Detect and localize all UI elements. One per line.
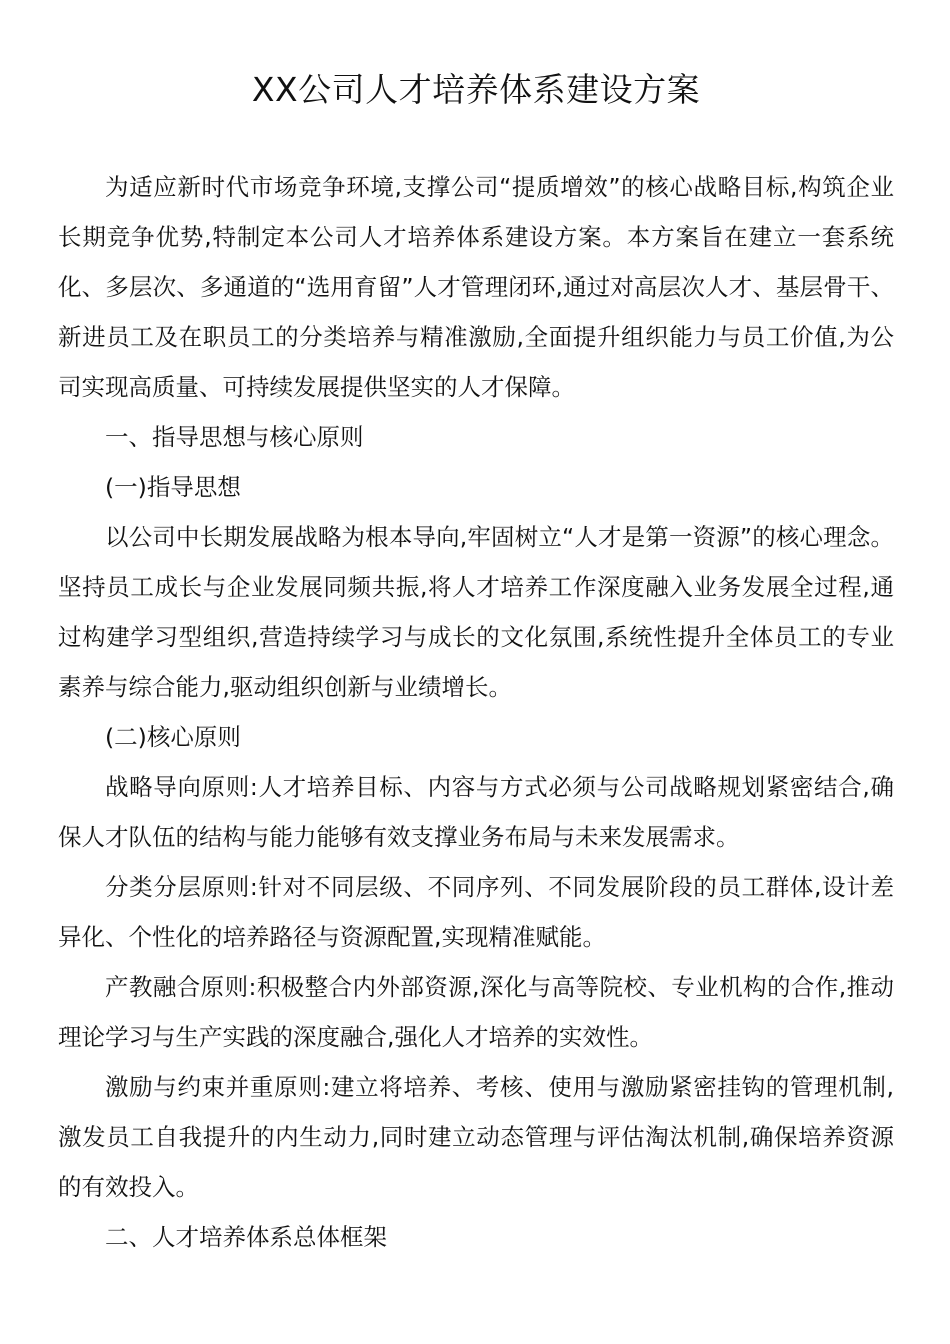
intro-paragraph: 为适应新时代市场竞争环境,支撑公司“提质增效”的核心战略目标,构筑企业长期竞争优势,特制定本公司人才培养体系建设方案。本方案旨在建立一套系统化、多层次、多通道的“选用育留”人才管理闭环,通过对高层次人才、基层骨干、新进员工及在职员工的分类培养与精准激励,全面提升组织能力与员工价值,为公司实现高质量、可持续发展提供坚实的人才保障。 bbox=[58, 173, 894, 401]
section-heading-1: 一、指导思想与核心原则 bbox=[105, 423, 364, 451]
subsection-heading-2: (二)核心原则 bbox=[105, 723, 241, 751]
principle-strategy: 战略导向原则:人才培养目标、内容与方式必须与公司战略规划紧密结合,确保人才队伍的结构与能力能够有效支撑业务布局与未来发展需求。 bbox=[58, 773, 894, 851]
guiding-thought-paragraph: 以公司中长期发展战略为根本导向,牢固树立“人才是第一资源”的核心理念。坚持员工成长与企业发展同频共振,将人才培养工作深度融入业务发展全过程,通过构建学习型组织,营造持续学习与成长的文化氛围,系统性提升全体员工的专业素养与综合能力,驱动组织创新与业绩增长。 bbox=[58, 523, 894, 701]
section-heading-2: 二、人才培养体系总体框架 bbox=[105, 1223, 387, 1251]
document-title: XX公司人才培养体系建设方案 bbox=[251, 70, 701, 109]
subsection-heading-1: (一)指导思想 bbox=[105, 473, 241, 501]
principle-incentive: 激励与约束并重原则:建立将培养、考核、使用与激励紧密挂钩的管理机制,激发员工自我提升的内生动力,同时建立动态管理与评估淘汰机制,确保培养资源的有效投入。 bbox=[58, 1073, 894, 1201]
principle-integration: 产教融合原则:积极整合内外部资源,深化与高等院校、专业机构的合作,推动理论学习与生产实践的深度融合,强化人才培养的实效性。 bbox=[58, 973, 894, 1051]
principle-classification: 分类分层原则:针对不同层级、不同序列、不同发展阶段的员工群体,设计差异化、个性化的培养路径与资源配置,实现精准赋能。 bbox=[58, 873, 894, 951]
document-page bbox=[58, 62, 894, 1262]
